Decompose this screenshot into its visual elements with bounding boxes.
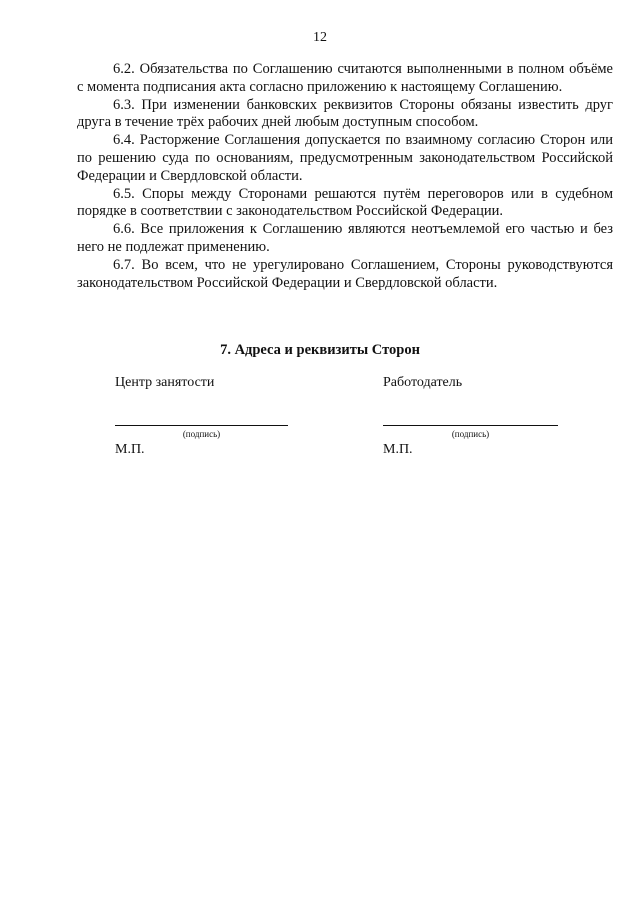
clause-6-4: 6.4. Расторжение Соглашения допускается по взаимному согласию Сторон или по решению суда по основаниям, предусмотренным законодательством Российской Федерации и Свердловской области. (77, 132, 613, 184)
stamp-left: М.П. (115, 442, 145, 457)
signature-line-left (115, 425, 288, 426)
clause-6-5: 6.5. Споры между Сторонами решаются путём переговоров или в судебном порядке в соответствии с законодательством Российской Федерации. (77, 185, 613, 220)
clause-6-2: 6.2. Обязательства по Соглашению считаются выполненными в полном объёме с момента подписания акта согласно приложению к настоящему Соглашению. (77, 61, 613, 95)
clause-6-7: 6.7. Во всем, что не урегулировано Соглашением, Стороны руководствуются законодательством Российской Федерации и Свердловской области. (77, 256, 613, 291)
party-right-name: Работодатель (383, 375, 463, 390)
signature-line-right (383, 425, 558, 426)
page-number: 12 (313, 30, 327, 45)
stamp-right: М.П. (383, 442, 413, 457)
agreement-clauses (77, 61, 613, 292)
signature-caption-left: (подпись) (182, 429, 221, 439)
section-title: 7. Адреса и реквизиты Сторон (220, 342, 420, 358)
clause-6-3: 6.3. При изменении банковских реквизитов Стороны обязаны известить друг друга в течение трёх рабочих дней любым доступным способом. (77, 96, 613, 131)
clause-6-6: 6.6. Все приложения к Соглашению являются неотъемлемой его частью и без него не подлежат применению. (77, 221, 613, 255)
party-left-name: Центр занятости (115, 375, 215, 390)
signature-caption-right: (подпись) (451, 429, 490, 439)
